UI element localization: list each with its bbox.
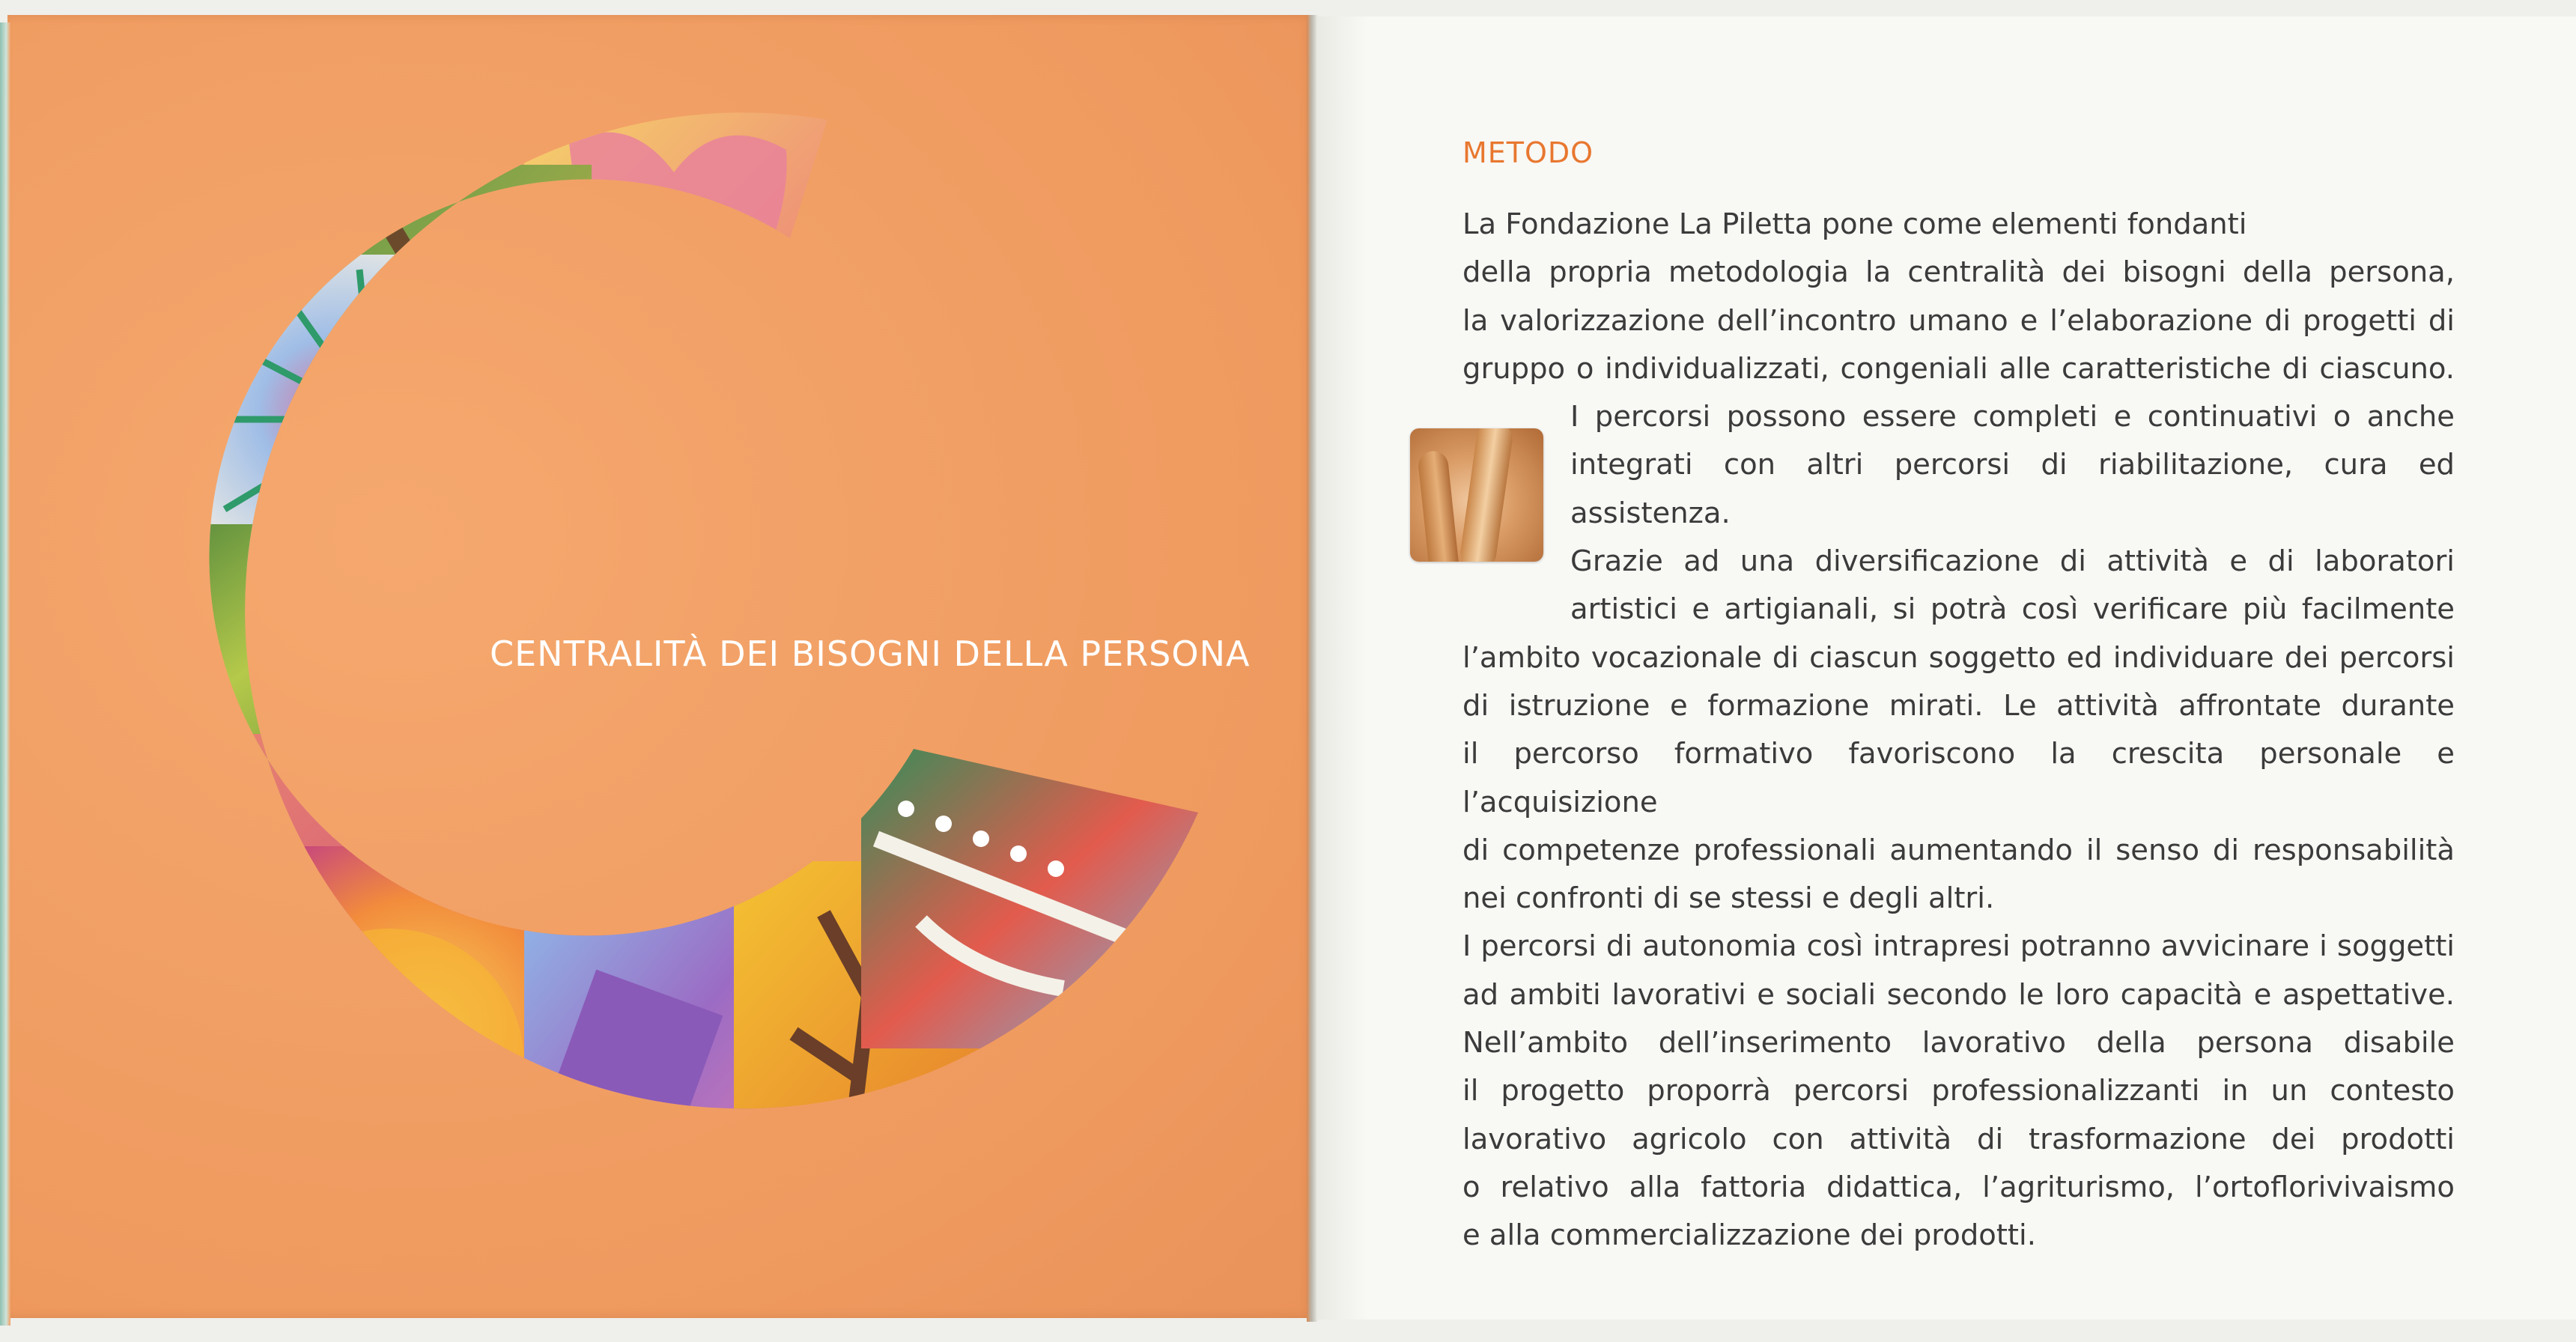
- text-line: il progetto proporrà percorsi professionalizzanti in un contesto: [1462, 1074, 2455, 1108]
- text-line: o relativo alla fattoria didattica, l’agriturismo, l’ortoflorivivaismo: [1462, 1170, 2455, 1204]
- text-line: Grazie ad una diversificazione di attività e di laboratori: [1570, 544, 2455, 579]
- text-line: il percorso formativo favoriscono la crescita personale e l’acquisizione: [1462, 737, 2455, 819]
- text-line: I percorsi di autonomia così intrapresi potranno avvicinare i soggetti: [1462, 929, 2455, 964]
- text-line: della propria metodologia la centralità dei bisogni della persona,: [1462, 255, 2455, 290]
- wheel-caption: CENTRALITÀ DEI BISOGNI DELLA PERSONA: [490, 634, 1251, 674]
- text-line: di competenze professionali aumentando il senso di responsabilità: [1462, 833, 2455, 867]
- text-line: La Fondazione La Piletta pone come elementi fondanti: [1462, 207, 2247, 241]
- text-line: gruppo o individualizzati, congeniali alle caratteristiche di ciascuno.: [1462, 351, 2455, 386]
- text-line: la valorizzazione dell’incontro umano e l’elaborazione di progetti di: [1462, 303, 2455, 338]
- section-title: METODO: [1462, 136, 1594, 169]
- text-line: I percorsi possono essere completi e continuativi o anche: [1570, 400, 2455, 434]
- text-line: lavorativo agricolo con attività di trasformazione dei prodotti: [1462, 1122, 2455, 1156]
- text-line: di istruzione e formazione mirati. Le attività affrontate durante: [1462, 688, 2455, 723]
- text-line: ad ambiti lavorativi e sociali secondo le loro capacità e aspettative.: [1462, 977, 2455, 1012]
- text-line: integrati con altri percorsi di riabilitazione, cura ed assistenza.: [1570, 448, 2455, 530]
- text-line: l’ambito vocazionale di ciascun soggetto ed individuare dei percorsi: [1462, 640, 2455, 675]
- text-line: nei confronti di se stessi e degli altri.: [1462, 881, 1995, 916]
- text-line: Nell’ambito dell’inserimento lavorativo della persona disabile: [1462, 1026, 2455, 1060]
- text-line: artistici e artigianali, si potrà così verificare più facilmente: [1570, 592, 2455, 627]
- body-text: [1462, 201, 2455, 1260]
- text-line: e alla commercializzazione dei prodotti.: [1462, 1218, 2036, 1253]
